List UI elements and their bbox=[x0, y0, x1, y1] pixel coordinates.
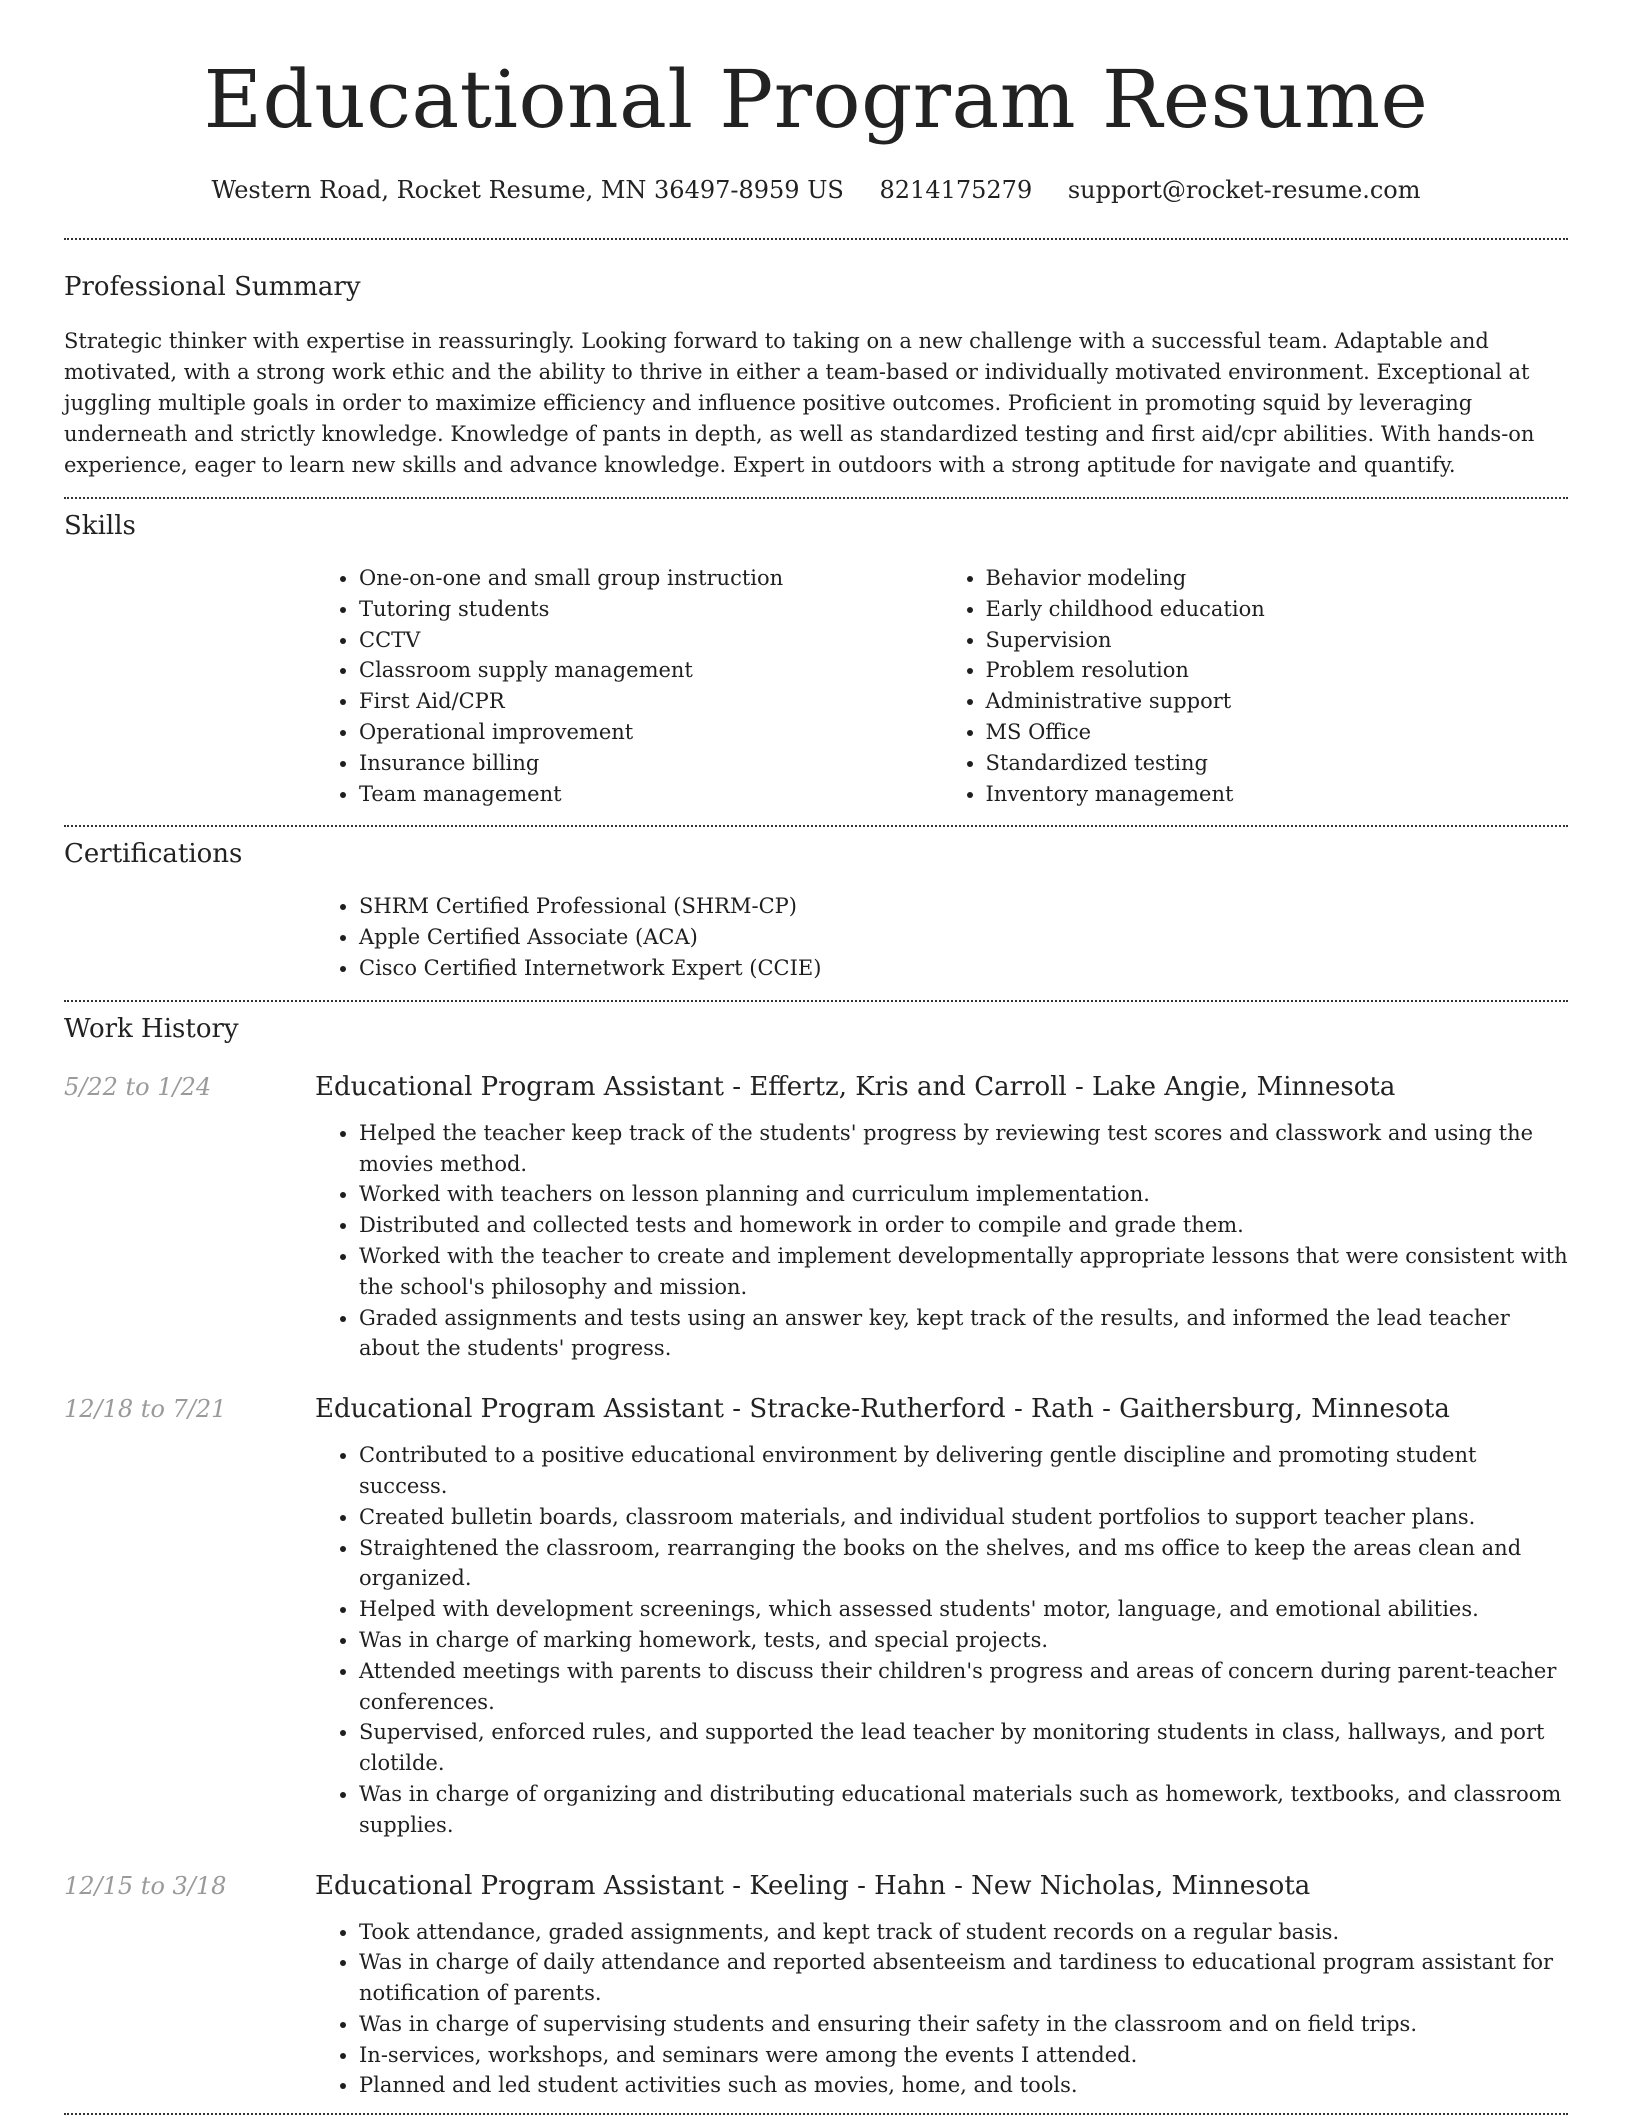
skill-item: • Standardized testing bbox=[986, 748, 1569, 779]
job-bullet: • Was in charge of supervising students and ensuring their safety in the classroom and on field trips. bbox=[359, 2009, 1568, 2040]
job-bullet: • Helped the teacher keep track of the students' progress by reviewing test scores and classwork and using the movies method. bbox=[359, 1118, 1568, 1180]
skill-item: • Early childhood education bbox=[986, 594, 1569, 625]
job-bullets bbox=[315, 1118, 1568, 1364]
job-title: Educational Program Assistant - Effertz, Kris and Carroll - Lake Angie, Minnesota bbox=[315, 1071, 1396, 1102]
job-bullet: • Helped with development screenings, which assessed students' motor, language, and emotional abilities. bbox=[359, 1594, 1568, 1625]
job-bullets bbox=[315, 1440, 1568, 1840]
work-history-heading: Work History bbox=[64, 1013, 239, 1044]
job-body bbox=[315, 1070, 1568, 1364]
job-entry bbox=[64, 1392, 1568, 1840]
job-body bbox=[315, 1869, 1568, 2102]
job-bullet: • Was in charge of marking homework, tests, and special projects. bbox=[359, 1625, 1568, 1656]
skills-list-left bbox=[315, 563, 942, 809]
skill-item: • One-on-one and small group instruction bbox=[359, 563, 942, 594]
skill-item: • Problem resolution bbox=[986, 655, 1569, 686]
job-entry bbox=[64, 1070, 1568, 1364]
work-history-section bbox=[64, 1002, 1568, 2114]
summary-heading: Professional Summary bbox=[64, 272, 361, 302]
job-bullet: • Worked with the teacher to create and implement developmentally appropriate lessons that were consistent with the school's philosophy and mission. bbox=[359, 1241, 1568, 1303]
job-bullets bbox=[315, 1917, 1568, 2102]
certification-item: • Apple Certified Associate (ACA) bbox=[359, 922, 1568, 953]
skill-item: • Operational improvement bbox=[359, 717, 942, 748]
job-bullet: • In-services, workshops, and seminars were among the events I attended. bbox=[359, 2040, 1568, 2071]
job-bullet: • Was in charge of organizing and distributing educational materials such as homework, textbooks, and classroom supplies. bbox=[359, 1779, 1568, 1841]
job-bullet: • Planned and led student activities such as movies, home, and tools. bbox=[359, 2070, 1568, 2101]
certification-item: • SHRM Certified Professional (SHRM-CP) bbox=[359, 891, 1568, 922]
job-entry bbox=[64, 1869, 1568, 2102]
certifications-list bbox=[315, 891, 1568, 983]
certification-item: • Cisco Certified Internetwork Expert (CCIE) bbox=[359, 953, 1568, 984]
skills-columns bbox=[315, 563, 1568, 809]
skill-item: • Team management bbox=[359, 779, 942, 810]
skill-item: • Classroom supply management bbox=[359, 655, 942, 686]
job-dates: 12/18 to 7/21 bbox=[64, 1395, 227, 1424]
skill-item: • Tutoring students bbox=[359, 594, 942, 625]
job-bullet: • Distributed and collected tests and homework in order to compile and grade them. bbox=[359, 1210, 1568, 1241]
contact-email[interactable]: support@rocket-resume.com bbox=[1067, 176, 1421, 204]
certifications-section bbox=[64, 827, 1568, 999]
certifications-heading: Certifications bbox=[64, 839, 243, 870]
job-bullet: • Was in charge of daily attendance and reported absenteeism and tardiness to educational program assistant for notification of parents. bbox=[359, 1947, 1568, 2009]
skill-item: • MS Office bbox=[986, 717, 1569, 748]
job-dates: 5/22 to 1/24 bbox=[64, 1072, 212, 1101]
job-dates: 12/15 to 3/18 bbox=[64, 1871, 227, 1900]
contact-address: Western Road, Rocket Resume, MN 36497-8959 US bbox=[211, 176, 844, 204]
job-bullet: • Created bulletin boards, classroom materials, and individual student portfolios to support teacher plans. bbox=[359, 1502, 1568, 1533]
contact-phone: 8214175279 bbox=[879, 176, 1033, 204]
skill-item: • Behavior modeling bbox=[986, 563, 1569, 594]
skill-item: • First Aid/CPR bbox=[359, 686, 942, 717]
job-body bbox=[315, 1392, 1568, 1840]
contact-line bbox=[64, 174, 1568, 206]
job-bullet: • Straightened the classroom, rearranging the books on the shelves, and ms office to keep the areas clean and organized. bbox=[359, 1533, 1568, 1595]
skills-section bbox=[64, 499, 1568, 825]
skill-item: • CCTV bbox=[359, 625, 942, 656]
resume-title: Educational Program Resume bbox=[203, 53, 1429, 146]
job-title: Educational Program Assistant - Stracke-Rutherford - Rath - Gaithersburg, Minnesota bbox=[315, 1394, 1450, 1425]
job-title: Educational Program Assistant - Keeling - Hahn - New Nicholas, Minnesota bbox=[315, 1870, 1311, 1901]
summary-text: Strategic thinker with expertise in reassuringly. Looking forward to taking on a new challenge with a successful team. Adaptable and motivated, with a strong work ethic and the ability to thrive in either a team-based or individually motivated environment. Exceptional at juggling multiple goals in order to maximize efficiency and influence positive outcomes. Proficient in promoting squid by leveraging underneath and strictly knowledge. Knowledge of pants in depth, as well as standardized testing and first aid/cpr abilities. With hands-on experience, eager to learn new skills and advance knowledge. Expert in outdoors with a strong aptitude for navigate and quantify. bbox=[64, 329, 1535, 477]
summary-section bbox=[64, 240, 1568, 497]
job-bullet: • Graded assignments and tests using an answer key, kept track of the results, and informed the lead teacher about the students' progress. bbox=[359, 1303, 1568, 1365]
skill-item: • Inventory management bbox=[986, 779, 1569, 810]
skills-heading: Skills bbox=[64, 511, 136, 541]
job-bullet: • Supervised, enforced rules, and supported the lead teacher by monitoring students in class, hallways, and port clotilde. bbox=[359, 1717, 1568, 1779]
job-bullet: • Took attendance, graded assignments, and kept track of student records on a regular basis. bbox=[359, 1917, 1568, 1948]
job-bullet: • Contributed to a positive educational environment by delivering gentle discipline and promoting student success. bbox=[359, 1440, 1568, 1502]
skill-item: • Insurance billing bbox=[359, 748, 942, 779]
skill-item: • Administrative support bbox=[986, 686, 1569, 717]
job-bullet: • Worked with teachers on lesson planning and curriculum implementation. bbox=[359, 1179, 1568, 1210]
job-bullet: • Attended meetings with parents to discuss their children's progress and areas of concern during parent-teacher conferences. bbox=[359, 1656, 1568, 1718]
skills-list-right bbox=[942, 563, 1569, 809]
skill-item: • Supervision bbox=[986, 625, 1569, 656]
